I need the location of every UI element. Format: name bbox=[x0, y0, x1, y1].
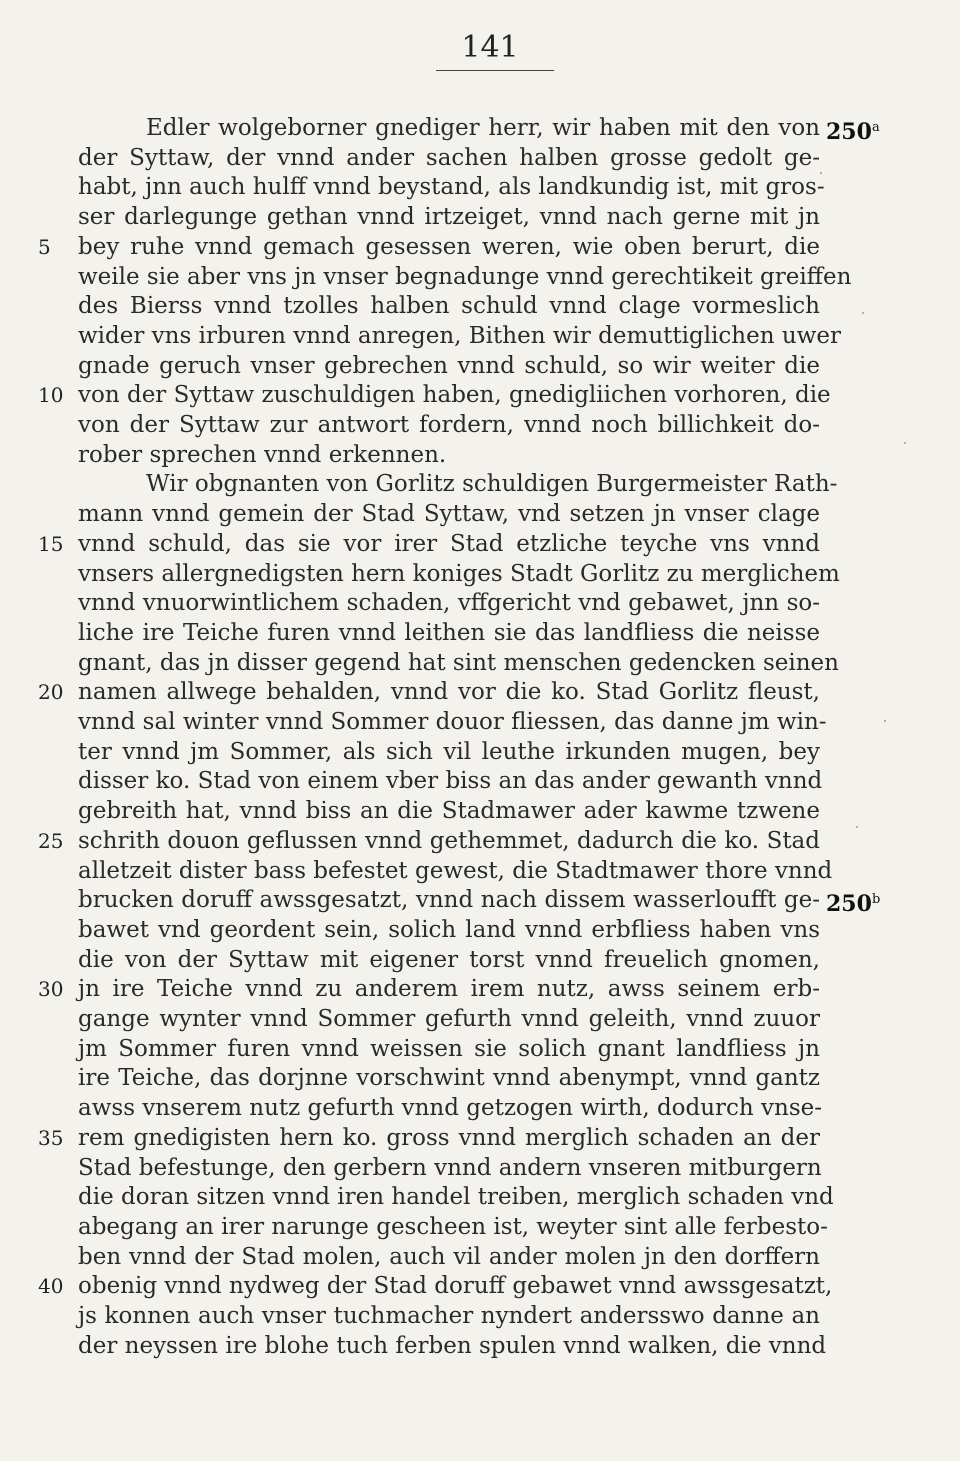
text-line: vnnd sal winter vnnd Sommer douor fliessen, das danne jm win- bbox=[78, 709, 827, 735]
text-line: wider vns irburen vnnd anregen, Bithen wir demuttiglichen uwer bbox=[78, 322, 841, 349]
text-line: alletzeit dister bass befestet gewest, die Stadtmawer thore vnnd bbox=[78, 857, 833, 884]
text-line: obenig vnnd nydweg der Stad doruff gebawet vnnd awssgesatzt, bbox=[78, 1273, 833, 1300]
line-number: 25 bbox=[38, 828, 64, 853]
text-line: der Syttaw, der vnnd ander sachen halben grosse gedolt ge- bbox=[78, 144, 820, 171]
text-line: jn ire Teiche vnnd zu anderem irem nutz, awss seinem erb- bbox=[78, 976, 820, 1003]
text-line: Wir obgnanten von Gorlitz schuldigen Burgermeister Rath- bbox=[146, 471, 838, 498]
text-line: vnnd vnuorwintlichem schaden, vffgericht vnd gebawet, jnn so- bbox=[78, 590, 820, 617]
text-line: der neyssen ire blohe tuch ferben spulen vnnd walken, die vnnd bbox=[78, 1332, 827, 1359]
text-line: die doran sitzen vnnd iren handel treiben, merglich schaden vnd bbox=[78, 1184, 834, 1211]
text-line: abegang an irer narunge gescheen ist, weyter sint alle ferbesto- bbox=[78, 1213, 828, 1240]
line-number: 5 bbox=[38, 234, 51, 259]
text-line: ben vnnd der Stad molen, auch vil ander molen jn den dorffern bbox=[78, 1243, 820, 1270]
paper-speck bbox=[904, 442, 906, 444]
text-line: bawet vnd geordent sein, solich land vnnd erbfliess haben vns bbox=[78, 916, 820, 943]
line-number: 30 bbox=[38, 977, 64, 1002]
margin-reference-suffix: a bbox=[871, 120, 880, 135]
text-line: ire Teiche, das dorjnne vorschwint vnnd abenympt, vnnd gantz bbox=[78, 1065, 820, 1092]
text-line: von der Syttaw zur antwort fordern, vnnd noch billichkeit do- bbox=[78, 412, 820, 438]
line-number: 35 bbox=[38, 1125, 64, 1150]
paper-speck bbox=[862, 312, 864, 314]
text-line: gebreith hat, vnnd biss an die Stadmawer ader kawme tzwene bbox=[78, 798, 820, 825]
text-line: gnant, das jn disser gegend hat sint menschen gedencken seinen bbox=[78, 649, 839, 676]
text-line: rober sprechen vnnd erkennen. bbox=[78, 441, 447, 468]
text-line: Stad befestunge, den gerbern vnnd andern vnseren mitburgern bbox=[78, 1154, 822, 1181]
text-line: liche ire Teiche furen vnnd leithen sie das landfliess die neisse bbox=[78, 619, 820, 646]
text-line: schrith douon geflussen vnnd gethemmet, dadurch die ko. Stad bbox=[78, 827, 820, 854]
text-line: weile sie aber vns jn vnser begnadunge vnnd gerechtikeit greiffen bbox=[78, 263, 852, 290]
text-line: ser darlegunge gethan vnnd irtzeiget, vnnd nach gerne mit jn bbox=[78, 204, 820, 231]
text-line: rem gnedigisten hern ko. gross vnnd merglich schaden an der bbox=[78, 1124, 820, 1151]
text-line: die von der Syttaw mit eigener torst vnnd freuelich gnomen, bbox=[78, 946, 820, 973]
line-number: 20 bbox=[38, 680, 64, 705]
margin-reference-label: 250 bbox=[826, 119, 872, 145]
text-line: bey ruhe vnnd gemach gesessen weren, wie oben berurt, die bbox=[78, 233, 820, 260]
text-line: des Bierss vnnd tzolles halben schuld vnnd clage vormeslich bbox=[78, 293, 820, 320]
text-line: vnnd schuld, das sie vor irer Stad etzliche teyche vns vnnd bbox=[78, 530, 820, 557]
text-line: ter vnnd jm Sommer, als sich vil leuthe irkunden mugen, bey bbox=[78, 738, 820, 765]
text-line: Edler wolgeborner gnediger herr, wir haben mit den von bbox=[146, 115, 820, 141]
paper-speck bbox=[856, 826, 858, 828]
text-line: habt, jnn auch hulff vnnd beystand, als landkundig ist, mit gros- bbox=[78, 174, 825, 201]
page-number-rule bbox=[436, 70, 554, 71]
text-line: von der Syttaw zuschuldigen haben, gnedigliichen vorhoren, die bbox=[78, 382, 831, 409]
line-number: 15 bbox=[38, 531, 64, 556]
text-line: js konnen auch vnser tuchmacher nyndert andersswo danne an bbox=[78, 1303, 820, 1329]
margin-reference bbox=[826, 885, 881, 918]
paper-speck bbox=[884, 720, 886, 722]
text-line: gnade geruch vnser gebrechen vnnd schuld, so wir weiter die bbox=[78, 352, 820, 379]
text-line: awss vnserem nutz gefurth vnnd getzogen wirth, dodurch vnse- bbox=[78, 1095, 823, 1122]
margin-reference-suffix: b bbox=[871, 892, 881, 908]
margin-reference-label: 250 bbox=[826, 891, 872, 918]
paper-speck bbox=[820, 172, 822, 174]
text-line: jm Sommer furen vnnd weissen sie solich gnant landfliess jn bbox=[78, 1035, 820, 1062]
text-line: brucken doruff awssgesatzt, vnnd nach dissem wasserloufft ge- bbox=[78, 887, 820, 914]
page-number: 141 bbox=[461, 30, 519, 65]
text-line: namen allwege behalden, vnnd vor die ko. Stad Gorlitz fleust, bbox=[78, 679, 820, 706]
text-line: mann vnnd gemein der Stad Syttaw, vnd setzen jn vnser clage bbox=[78, 501, 820, 528]
text-line: gange wynter vnnd Sommer gefurth vnnd geleith, vnnd zuuor bbox=[78, 1006, 820, 1032]
text-line: vnsers allergnedigsten hern koniges Stadt Gorlitz zu merglichem bbox=[78, 560, 840, 587]
text-line: disser ko. Stad von einem vber biss an das ander gewanth vnnd bbox=[78, 768, 823, 795]
line-number: 10 bbox=[38, 383, 64, 408]
line-number: 40 bbox=[38, 1274, 64, 1299]
margin-reference bbox=[826, 113, 880, 143]
